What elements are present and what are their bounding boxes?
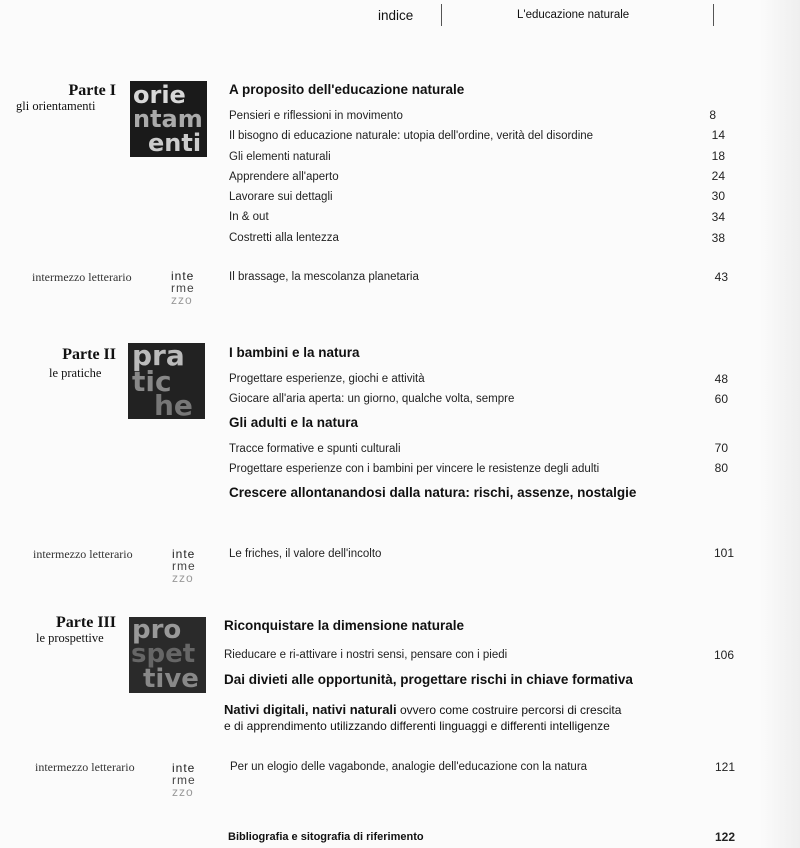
- intermezzo-label: intermezzo letterario: [35, 760, 135, 774]
- toc-entry[interactable]: Progettare esperienze con i bambini per vincere le resistenze degli adulti: [229, 463, 600, 475]
- part-1-image: [130, 81, 207, 157]
- section-heading: Gli adulti e la natura: [229, 415, 359, 430]
- toc-page: 38: [711, 231, 725, 245]
- toc-entry[interactable]: Gli elementi naturali: [229, 151, 331, 163]
- intermezzo-label: intermezzo letterario: [32, 270, 132, 284]
- toc-page: 80: [714, 461, 728, 475]
- toc-entry[interactable]: Rieducare e ri-attivare i nostri sensi, pensare con i piedi: [224, 649, 508, 661]
- toc-page: 106: [713, 648, 734, 662]
- toc-page: 18: [711, 149, 725, 163]
- part-3-image-text-2: spet: [131, 639, 196, 669]
- toc-entry[interactable]: Costretti alla lentezza: [229, 232, 339, 244]
- toc-page: 14: [711, 128, 725, 142]
- toc-entry[interactable]: In & out: [229, 211, 269, 223]
- intermezzo-logo-line: inte: [172, 547, 196, 561]
- part-1-title: Parte I: [68, 82, 116, 99]
- intermezzo-logo-line: inte: [172, 761, 196, 775]
- toc-page: 48: [714, 372, 728, 386]
- toc-entry[interactable]: Il brassage, la mescolanza planetaria: [229, 271, 419, 283]
- header-divider-right: [713, 4, 714, 26]
- toc-page: 30: [711, 189, 725, 203]
- part-3-image-text-1: pro: [132, 617, 182, 645]
- header-book-title: L'educazione naturale: [517, 9, 630, 21]
- intermezzo-logo: [172, 762, 212, 798]
- toc-entry[interactable]: Progettare esperienze, giochi e attività: [229, 373, 425, 385]
- section-heading: A proposito dell'educazione naturale: [229, 82, 465, 97]
- section-heading: Crescere allontanandosi dalla natura: rischi, assenze, nostalgie: [229, 485, 637, 500]
- toc-page: 8: [709, 108, 716, 122]
- section-heading-rest: ovvero come costruire percorsi di crescita: [396, 703, 622, 717]
- intermezzo-logo-line: inte: [171, 269, 195, 283]
- section-heading-bold: Nativi digitali, nativi naturali: [224, 702, 397, 717]
- intermezzo-logo-line: zzo: [172, 785, 194, 799]
- toc-page: 34: [711, 210, 725, 224]
- bibliography-entry[interactable]: Bibliografia e sitografia di riferimento: [228, 831, 424, 843]
- section-heading: I bambini e la natura: [229, 345, 360, 360]
- toc-page: 70: [714, 441, 728, 455]
- header-divider: [441, 4, 442, 26]
- toc-entry[interactable]: Per un elogio delle vagabonde, analogie dell'educazione con la natura: [230, 761, 588, 773]
- part-1-image-text-3: enti: [148, 129, 202, 157]
- toc-page: 43: [714, 270, 728, 284]
- part-2-subtitle: le pratiche: [49, 366, 102, 380]
- toc-page: 24: [711, 169, 725, 183]
- header-section-label: indice: [378, 8, 414, 23]
- section-heading-line2: e di apprendimento utilizzando differenti linguaggi e differenti intelligenze: [224, 719, 610, 733]
- part-2-image-text-3: he: [154, 389, 193, 419]
- intermezzo-label: intermezzo letterario: [33, 547, 133, 561]
- bibliography-page: 122: [714, 830, 735, 844]
- toc-entry[interactable]: Le friches, il valore dell'incolto: [229, 548, 382, 560]
- intermezzo-logo-line: rme: [172, 773, 196, 787]
- section-heading-mixed: [224, 702, 694, 734]
- part-3-subtitle: le prospettive: [36, 631, 104, 645]
- section-heading: Riconquistare la dimensione naturale: [224, 618, 465, 633]
- part-1-image-text-2: ntam: [133, 105, 203, 133]
- toc-entry[interactable]: Giocare all'aria aperta: un giorno, qualche volta, sempre: [229, 393, 515, 405]
- page-edge-shadow: [760, 0, 800, 848]
- intermezzo-logo-line: zzo: [172, 571, 194, 585]
- toc-page: 101: [713, 546, 734, 560]
- toc-entry[interactable]: Lavorare sui dettagli: [229, 191, 333, 203]
- intermezzo-logo-line: rme: [172, 559, 196, 573]
- toc-entry[interactable]: Pensieri e riflessioni in movimento: [229, 110, 403, 122]
- intermezzo-logo-line: zzo: [171, 293, 193, 307]
- toc-page: 121: [714, 760, 735, 774]
- intermezzo-logo: [171, 270, 211, 306]
- part-1-image-text-1: orie: [133, 81, 186, 109]
- part-2-title: Parte II: [62, 346, 116, 363]
- toc-entry[interactable]: Tracce formative e spunti culturali: [229, 443, 401, 455]
- toc-page: 60: [714, 392, 728, 406]
- part-2-image-text-2: tic: [132, 365, 172, 398]
- intermezzo-logo-line: rme: [171, 281, 195, 295]
- section-heading: Dai divieti alle opportunità, progettare rischi in chiave formativa: [224, 672, 633, 687]
- part-3-image: [129, 617, 206, 693]
- toc-entry[interactable]: Il bisogno di educazione naturale: utopia dell'ordine, verità del disordine: [229, 130, 594, 142]
- intermezzo-logo: [172, 548, 212, 584]
- part-3-image-text-3: tive: [143, 664, 199, 693]
- part-3-title: Parte III: [56, 614, 116, 631]
- part-2-image: [128, 343, 205, 419]
- part-2-image-text-1: pra: [132, 343, 185, 372]
- toc-entry[interactable]: Apprendere all'aperto: [229, 171, 339, 183]
- part-1-subtitle: gli orientamenti: [16, 99, 96, 113]
